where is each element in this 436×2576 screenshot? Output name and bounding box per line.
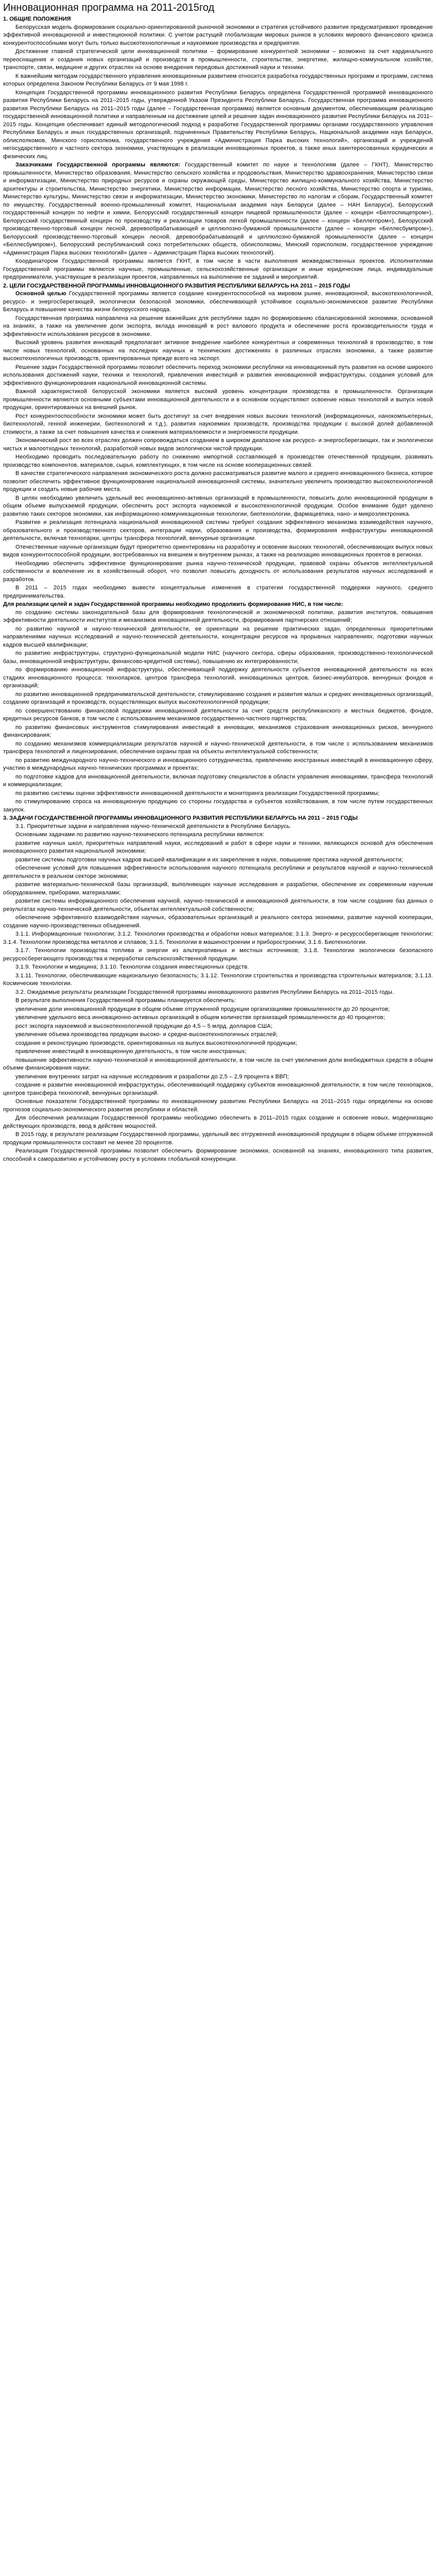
paragraph: 3.1.9. Технологии и медицина; 3.1.10. Технологии создания инвестиционных средств. — [15, 964, 249, 970]
paragraph: Заказчиками Государственной программы являются: Государственный комитет по науке и технологиям (далее – ГКНТ), Министерство промышленности, Министерство образования, Министерство сельского хозяйства и продовольствия, Министерство здравоохранения, Министерство связи и информатизации, Министерство природных ресурсов и охраны окружающей среды, Министерство жилищно-коммунального хозяйства, Министерство архитектуры и строительства, Министерство энергетики, Министерство информации, Министерство лесного хозяйства, Министерство спорта и туризма, Министерство культуры, Министерство связи и информатизации, Министерство экономики, Министерство по налогам и сборам, Государственный комитет по имуществу, Государственный военно-промышленный комитет, Национальная академия наук Беларуси (далее – НАН Беларуси), Белорусский государственный концерн по нефти и химии, Белорусский государственный концерн пищевой промышленности (далее – концерн «Белгоспищепром»), Белорусский государственный концерн по производству и реализации товаров легкой промышленности (далее – концерн «Беллегпром»), Белорусский производственно-торговый концерн лесной, деревообрабатывающей и целлюлозно-бумажной промышленности (далее – концерн «Беллесбумпром»), Белорусский производственно-торговый концерн лесной, деревообрабатывающей и целлюлозно-бумажной промышленности (далее – концерн «Беллесбумпром»), Белорусский республиканский союз потребительских обществ, облисполкомы, Минский горисполком, государственное учреждение «Администрация Парка высоких технологий» (далее – Администрация Парка высоких технологий). — [3, 162, 433, 256]
paragraph: по формированию инновационной инфраструктуры, обеспечивающей поддержку деятельности субъектов инновационной деятельности на всех стадиях инновационного процесса: технопарков, центров трансфера технологий, инновационных центров, бизнес-инкубаторов, венчурных фондов и организаций; — [3, 667, 433, 689]
paragraph: увеличение внутренних затрат на научные исследования и разработки до 2,5 – 2,9 процента к ВВП; — [15, 1073, 289, 1080]
paragraph: по развитию системы оценки эффективности инновационной деятельности и мониторинга реализации Государственной программы; — [15, 790, 380, 796]
paragraph: Рост конкурентоспособности экономики может быть достигнут за счет внедрения новых высоких технологий (информационных, нанокомпьютерных, биотехнологий, генной инженерии, биотехнологий и т.д.), развития наукоемких производств, производства продукции с высокой долей добавленной стоимости, а также за счет повышения качества и снижения материалоемкости и энергоемкости продукции. — [3, 413, 433, 435]
paragraph: Высокий уровень развития инноваций предполагает активное внедрение наиболее конкурентных и современных технологий в производство, в том числе новых технологий, основанных на последних научных и технических достижениях в различных отраслях экономики, а также развитие высокотехнологичных производств, ориентированных прежде всего на экспорт. — [3, 340, 433, 362]
paragraph: 3.1.11. Технологии, обеспечивающие национальную безопасность; 3.1.12. Технологии строительства и производства строительных материалов; 3.1.13. Космические технологии. — [3, 972, 433, 987]
paragraph: Реализация Государственной программы позволит обеспечить формирование экономики, основанной на знаниях, инновационного типа развития, способной к саморазвитию и устойчивому росту в условиях глобальной конкуренции. — [3, 1148, 433, 1162]
paragraph: Необходимо проводить последовательную работу по снижению импортной составляющей в производстве отечественной продукции, развивать производство компонентов, материалов, сырья, комплектующих, в том числе на основе кооперационных связей. — [3, 454, 433, 468]
paragraph: 3.1.1. Информационные технологии; 3.1.2. Технологии производства и обработки новых материалов; 3.1.3. Энерго- и ресурсосберегающие технологии; 3.1.4. Технологии производства металлов и сплавов; 3.1.5. Технологии в машиностроении и приборостроении; 3.1.6. Биотехнологии. — [3, 931, 433, 945]
paragraph: по развитию инфраструктуры, структурно-функциональной модели НИС (научного сектора, сферы образования, производственно-технологической базы, инновационной инфраструктуры, финансово-кредитной системы), повышению их интегрированности; — [3, 650, 433, 665]
paragraph: Основной целью Государственной программы является создание конкурентоспособной на мировом рынке, инновационной, высокотехнологичной, ресурсо- и энергосберегающей, экологически безопасной экономики, обеспечивающей устойчивое социально-экономическое развитие Республики Беларусь и повышение качества жизни белорусского народа. — [3, 291, 433, 313]
document-body — [3, 15, 433, 1163]
paragraph: Государственная программа направлена на решение важнейших для республики задач по формированию сбалансированной экономики, основанной на знаниях, а также на увеличение доли экспорта, вклада инноваций в рост валового продукта и обеспечение роста производительности труда и эффективности использования ресурсов в экономике. — [3, 315, 433, 337]
paragraph: развитие научных школ, приоритетных направлений науки, исследований и работ в сфере науки и техники, являющихся основой для обеспечения инновационного развития национальной экономики; — [3, 840, 433, 854]
paragraph: привлечение инвестиций в инновационную деятельность, в том числе иностранных; — [15, 1048, 247, 1055]
paragraph: Координатором Государственной программы является ГКНТ, в том числе в части выполнения межведомственных проектов. Исполнителями Государственной программы являются научные, промышленные, сельскохозяйственные организации и иные юридические лица, индивидуальные предприниматели, участвующие в реализации проектов, направленных на выполнение ее заданий и мероприятий. — [3, 258, 433, 280]
paragraph: по подготовке кадров для инновационной деятельности, включая подготовку специалистов в области управления инновациями, трансфера технологий и коммерциализации; — [3, 773, 433, 788]
paragraph: Основными задачами по развитию научно-технического потенциала республики являются: — [15, 832, 265, 838]
paragraph: по созданию системы законодательной базы для формирования технологической и экономической политики, развития институтов, повышения эффективности деятельности институтов и механизмов инновационной деятельности, формирования партнерских отношений; — [3, 609, 433, 623]
paragraph: Отечественные научные организации будут приоритетно ориентированы на разработку и освоение высоких технологий, обеспечивающих выпуск новых видов конкурентоспособной продукции, востребованных на внешнем и внутреннем рынках, а также на реализацию инновационных проектов в регионах. — [3, 544, 433, 558]
section-heading: 2. ЦЕЛИ ГОСУДАРСТВЕННОЙ ПРОГРАММЫ ИННОВАЦИОННОГО РАЗВИТИЯ РЕСПУБЛИКИ БЕЛАРУСЬ НА 2011 – 2015 ГОДЫ — [3, 282, 351, 289]
paragraph: создание и развитие инновационной инфраструктуры, обеспечивающей поддержку субъектов инновационной деятельности, в том числе технопарков, центров трансфера технологий, венчурных организаций. — [3, 1082, 433, 1096]
paragraph: 3.2. Ожидаемые результаты реализации Государственной программы инновационного развития Республики Беларусь на 2011–2015 годы. — [15, 989, 394, 995]
paragraph: В 2011 – 2015 годах необходимо вывести концептуальные изменения в стратегии государственной поддержки научного, среднего предпринимательства. — [3, 585, 433, 599]
paragraph: 3.1. Приоритетные задачи и направления научно-технической деятельности в Республике Беларусь. — [15, 823, 291, 829]
paragraph: создание и реконструкцию производств, ориентированных на выпуск высокотехнологичной продукции; — [15, 1040, 298, 1046]
paragraph: 3.1.7. Технологии производства топлива и энергии из альтернативных и местных источников; 3.1.8. Технологии экологически безопасного ресурсосберегающего производства и переработки сельскохозяйственной продукции. — [3, 947, 433, 962]
paragraph: Белорусская модель формирования социально-ориентированной рыночной экономики и стратегия устойчивого развития предусматривают проведение эффективной инновационной и инвестиционной политики. С учетом растущей глобализации мировых рынков в условиях мирового финансового кризиса конкурентоспособными могут быть только высокотехнологичные и наукоемкие производства и предприятия. — [3, 24, 433, 46]
paragraph: Основные показатели Государственной программы по инновационному развитию Республики Беларусь на 2011–2015 годы определены на основе прогнозов социально-экономического развития республики и областей. — [3, 1098, 433, 1113]
paragraph: развитие системы информационного обеспечения научной, научно-технической и инновационной деятельности, в том числе создание баз данных о результатах научно-технической деятельности, объектах интеллектуальной собственности; — [3, 898, 433, 912]
paragraph: К важнейшим методам государственного управления инновационным развитием относится разработка государственных программ и программ, система которых определена Законом Республики Беларусь от 9 мая 1998 г. — [3, 73, 433, 87]
section-heading: 3. ЗАДАЧИ ГОСУДАРСТВЕННОЙ ПРОГРАММЫ ИННОВАЦИОННОГО РАЗВИТИЯ РЕСПУБЛИКИ БЕЛАРУСЬ НА 2011 – 2015 ГОДЫ — [3, 815, 358, 821]
paragraph: В целях необходимо увеличить удельный вес инновационно-активных организаций в промышленности, повысить долю инновационной продукции в общем объеме выпускаемой продукции, обеспечить рост экспорта наукоемкой и высокотехнологичной продукции. Особое внимание будет уделено развитию таких секторов экономики, как информационно-коммуникационные технологии, биотехнологии, фармацевтика, нано- и микроэлектроника. — [3, 495, 433, 517]
paragraph: обеспечение условий для повышения эффективности использования научного потенциала республики и результатов научной и научно-технической деятельности в реальном секторе экономики; — [3, 865, 433, 879]
paragraph: по стимулированию спроса на инновационную продукцию со стороны государства и субъектов хозяйствования, в том числе путем государственных закупок. — [3, 799, 433, 813]
paragraph: по совершенствованию финансовой поддержки инновационной деятельности за счет средств республиканского и местных бюджетов, фондов, кредитных ресурсов банков, в том числе с использованием механизмов государственно-частного партнерства; — [3, 707, 433, 722]
paragraph: Необходимо обеспечить эффективное функционирование рынка научно-технической продукции, правовой охраны объектов интеллектуальной собственности и вовлечение их в хозяйственный оборот, что позволит повысить доходность от использования результатов научных исследований и разработок. — [3, 560, 433, 583]
paragraph: В качестве стратегического направления экономического роста должно рассматриваться развитие малого и среднего инновационного бизнеса, которое позволит обеспечить эффективное функционирование национальной инновационной системы, значительно увеличить производство высокотехнологичной продукции и создать новые рабочие места. — [3, 470, 433, 493]
paragraph: рост экспорта наукоемкой и высокотехнологичной продукции до 4,5 – 5 млрд. долларов США; — [15, 1023, 273, 1029]
paragraph: увеличение доли инновационной продукции в общем объеме отгруженной продукции организациями промышленности до 20 процентов; — [15, 1006, 390, 1012]
paragraph: В 2015 году, в результате реализации Государственной программы, удельный вес отгруженной инновационной продукции в общем объеме отгруженной продукции промышленности составит не менее 20 процентов. — [3, 1131, 433, 1146]
paragraph: повышение эффективности научно-технической и инновационной деятельности, в том числе за счет увеличения доли внебюджетных средств в общем объеме финансирования науки; — [3, 1057, 433, 1071]
paragraph: по развитию инновационной предпринимательской деятельности, стимулированию создания и развития малых и средних инновационных организаций, созданию организаций и производств, осуществляющих выпуск высокотехнологичной продукции; — [3, 691, 433, 705]
paragraph: Для обеспечения реализации Государственной программы необходимо обеспечить в 2011–2015 годах создание и освоение новых, модернизацию действующих производств, ввод в действие мощностей. — [3, 1115, 433, 1129]
paragraph: Развитие и реализация потенциала национальной инновационной системы требуют создания эффективного механизма взаимодействия научного, образовательного и производственного секторов, интеграции науки, образования и производства, формирования инфраструктуры инновационной деятельности, включая технопарки, центры трансфера технологий, венчурные организации. — [3, 519, 433, 541]
section-heading: Для реализации целей и задач Государственной программы необходимо продолжить формирование НИС, в том числе: — [3, 601, 343, 607]
paragraph: Важной характеристикой белорусской экономики является высокий уровень концентрации производства в промышленности. Организации промышленности являются основными субъектами инновационной деятельности и в основном осуществляют освоение новых технологий и выпуск новой продукции, ориентированных на внешний рынок. — [3, 388, 433, 411]
paragraph: по развитию финансовых инструментов стимулирования инвестиций в инновации, механизмов страхования инновационных рисков, венчурного финансирования; — [3, 724, 433, 738]
paragraph: по развитию международного научно-технического и инновационного сотрудничества, привлечению иностранных инвестиций в инновационную сферу, участию в международных научно-технических программах и проектах; — [3, 757, 433, 771]
paragraph: Достижение главной стратегической цели инновационной политики – формирование конкурентной экономики – возможно за счет кардинального переоснащения и создания новых организаций и производств в промышленности, строительстве, энергетике, жилищно-коммунальном хозяйстве, транспорте, связи, медицине и других отраслях на основе внедрения передовых достижений науки и техники. — [3, 48, 433, 71]
paragraph: Экономический рост во всех отраслях должен сопровождаться созданием в широком диапазоне как ресурсо- и энергосберегающих, так и экологически чистых и малоотходных технологий, разработкой новых видов экологически чистой продукции. — [3, 437, 433, 452]
paragraph: по созданию механизмов коммерциализации результатов научной и научно-технической деятельности, в том числе с использованием механизмов трансфера технологий и лицензирования, обеспечения охраны прав на объекты интеллектуальной собственности; — [3, 740, 433, 755]
paragraph: развитие системы подготовки научных кадров высшей квалификации и их закрепление в науке, повышение престижа научной деятельности; — [15, 856, 404, 863]
section-heading: 1. ОБЩИЕ ПОЛОЖЕНИЯ — [3, 16, 71, 22]
paragraph: увеличение объема производства продукции высоко- и средне-высокотехнологичных отраслей; — [15, 1031, 278, 1038]
document — [0, 0, 436, 1163]
paragraph: Концепция Государственной программы инновационного развития Республики Беларусь определена Государственной программой инновационного развития Республики Беларусь на 2011–2015 годы, утвержденной Указом Президента Республики Беларусь. Государственная программа инновационного развития Республики Беларусь на 2011–2015 годы (далее – Государственная программа) является основным документом, обеспечивающим реализацию государственной инновационной политики и направленным на достижение целей и решение задач инновационного развития Республики Беларусь на 2011–2015 годы. Концепция обеспечивает единый методологический подход к разработке Государственной программы органами государственного управления Республики Беларусь и иных государственных организаций, подчиненных Правительству Республики Беларусь, Национальной академии наук Беларуси, облисполкомов, Минского горисполкома, государственного учреждения «Администрация Парка высоких технологий», организаций и учреждений негосударственного и частного сектора экономики, участвующих в реализации инновационных проектов, а также иных заинтересованных юридических и физических лиц. — [3, 89, 433, 160]
page-title: Инновационная программа на 2011-2015год — [3, 2, 215, 13]
paragraph: В результате выполнения Государственной программы планируется обеспечить: — [15, 997, 236, 1004]
paragraph: увеличение удельного веса инновационно-активных организаций в общем количестве организаций промышленности до 40 процентов; — [15, 1014, 385, 1021]
paragraph: обеспечение эффективного взаимодействия научных, образовательных организаций и реального сектора экономики, развитие научной кооперации, создание научно-производственных объединений. — [3, 914, 433, 929]
paragraph: по развитию научной и научно-технической деятельности, ее ориентации на решение практических задач, определенных приоритетными направлениями научных исследований и научно-технической деятельности, концентрации ресурсов на прорывных направлениях, подготовки научных кадров высшей квалификации; — [3, 625, 433, 648]
paragraph: развитие материально-технической базы организаций, выполняющих научные исследования и разработки, обеспечение их современным научным оборудованием, приборами, материалами; — [3, 882, 433, 896]
paragraph: Решение задач Государственной программы позволит обеспечить переход экономики республики на инновационный путь развития на основе широкого использования достижений науки, техники и технологий, привлечения инвестиций и развития инновационной инфраструктуры, создания условий для эффективного функционирования национальной инновационной системы. — [3, 364, 433, 386]
